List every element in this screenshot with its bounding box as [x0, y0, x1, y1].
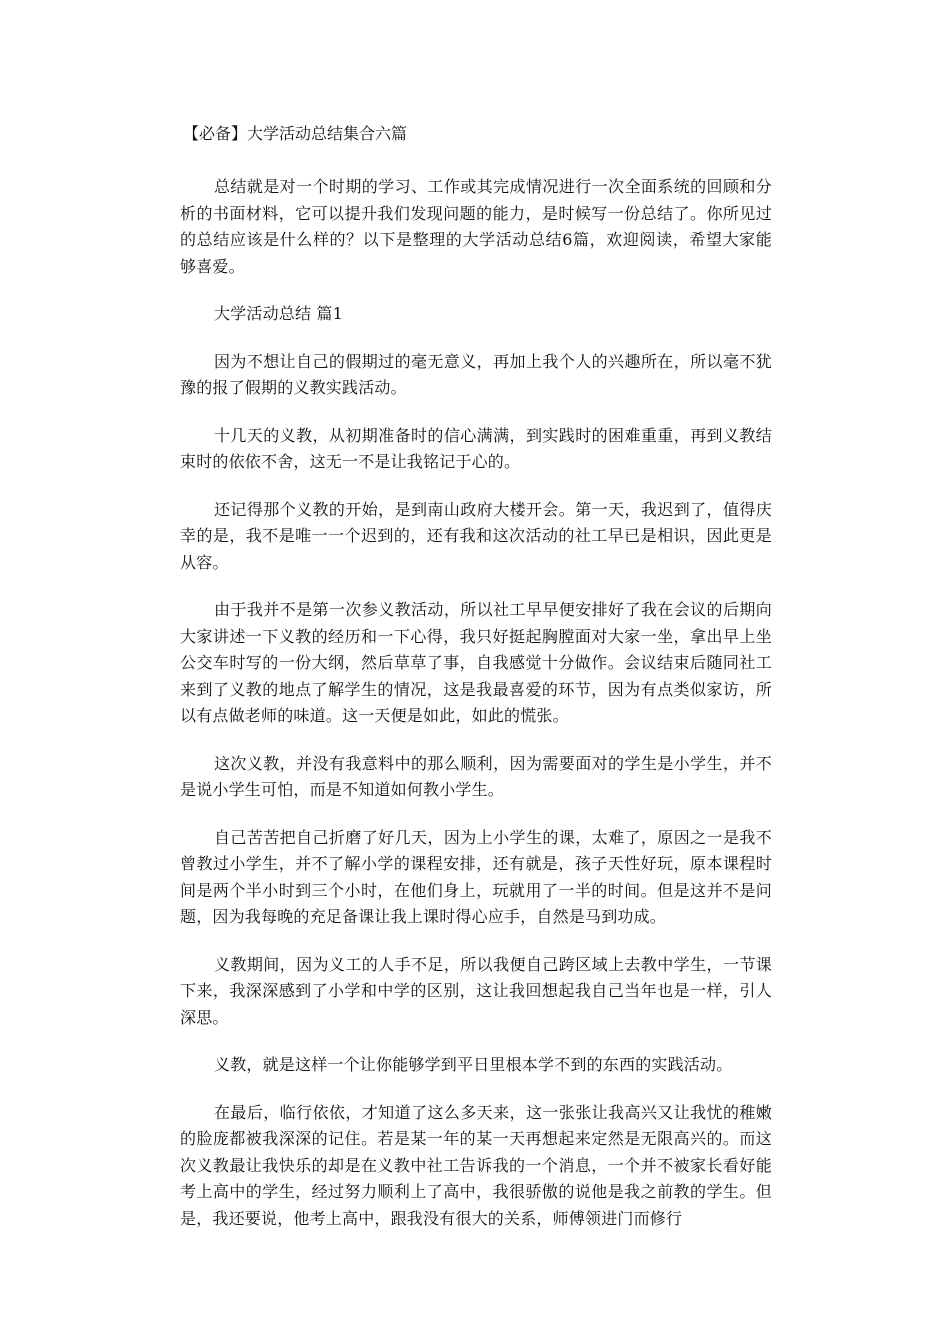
body-paragraph: 由于我并不是第一次参义教活动，所以社工早早便安排好了我在会议的后期向大家讲述一下义教的经历和一下心得，我只好挺起胸膛面对大家一坐，拿出早上坐公交车时写的一份大纲，然后草草了事，自我感觉十分做作。会议结束后随同社工来到了义教的地点了解学生的情况，这是我最喜爱的环节，因为有点类似家访，所以有点做老师的味道。这一天便是如此，如此的慌张。 [180, 600, 772, 725]
section-heading: 大学活动总结 篇1 [214, 304, 344, 323]
body-paragraph: 这次义教，并没有我意料中的那么顺利，因为需要面对的学生是小学生，并不是说小学生可怕，而是不知道如何教小学生。 [180, 753, 772, 799]
body-paragraph: 在最后，临行依依，才知道了这么多天来，这一张张让我高兴又让我忧的稚嫩的脸庞都被我深深的记住。若是某一年的某一天再想起来定然是无限高兴的。而这次义教最让我快乐的却是在义教中社工告诉我的一个消息，一个并不被家长看好能考上高中的学生，经过努力顺利上了高中，我很骄傲的说他是我之前教的学生。但是，我还要说，他考上高中，跟我没有很大的关系，师傅领进门而修行 [180, 1102, 772, 1228]
body-paragraph: 因为不想让自己的假期过的毫无意义，再加上我个人的兴趣所在，所以毫不犹豫的报了假期的义教实践活动。 [180, 351, 772, 397]
title-gap [180, 147, 772, 174]
body-paragraph: 自己苦苦把自己折磨了好几天，因为上小学生的课，太难了，原因之一是我不曾教过小学生，并不了解小学的课程安排，还有就是，孩子天性好玩，原本课程时间是两个半小时到三个小时，在他们身上，玩就用了一半的时间。但是这并不是问题，因为我每晚的充足备课让我上课时得心应手，自然是马到功成。 [180, 827, 772, 926]
document-page [180, 121, 772, 1232]
body-paragraph: 义教期间，因为义工的人手不足，所以我便自己跨区域上去教中学生，一节课下来，我深深感到了小学和中学的区别，这让我回想起我自己当年也是一样，引人深思。 [180, 954, 772, 1027]
body-paragraph: 义教，就是这样一个让你能够学到平日里根本学不到的东西的实践活动。 [214, 1055, 733, 1074]
intro-paragraph: 总结就是对一个时期的学习、工作或其完成情况进行一次全面系统的回顾和分析的书面材料，它可以提升我们发现问题的能力，是时候写一份总结了。你所见过的总结应该是什么样的？以下是整理的大学活动总结6篇，欢迎阅读，希望大家能够喜爱。 [180, 177, 772, 276]
document-title: 【必备】大学活动总结集合六篇 [183, 124, 408, 143]
body-paragraph: 还记得那个义教的开始，是到南山政府大楼开会。第一天，我迟到了，值得庆幸的是，我不是唯一一个迟到的，还有我和这次活动的社工早已是相识，因此更是从容。 [180, 499, 772, 572]
body-paragraph: 十几天的义教，从初期准备时的信心满满，到实践时的困难重重，再到义教结束时的依依不舍，这无一不是让我铭记于心的。 [180, 425, 772, 471]
